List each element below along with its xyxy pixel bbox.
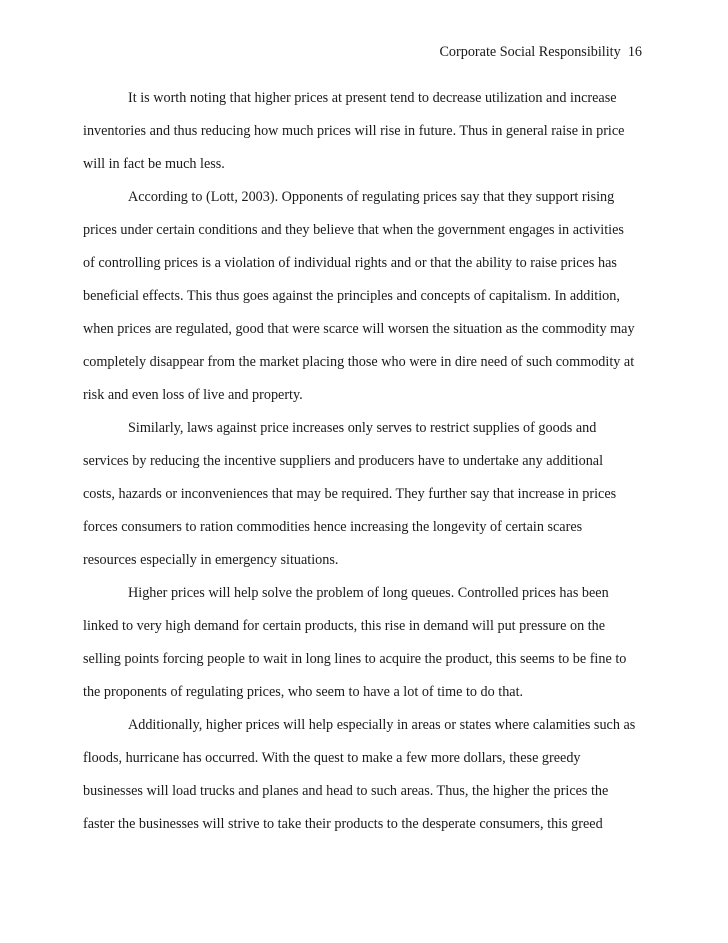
text-line: inventories and thus reducing how much prices will rise in future. Thus in general raise in price	[83, 123, 625, 139]
text-line: the proponents of regulating prices, who seem to have a lot of time to do that.	[83, 684, 524, 700]
text-line: faster the businesses will strive to take their products to the desperate consumers, this greed	[83, 816, 603, 832]
text-line: forces consumers to ration commodities hence increasing the longevity of certain scares	[83, 519, 583, 535]
text-line: Similarly, laws against price increases only serves to restrict supplies of goods and	[128, 420, 597, 436]
text-line: completely disappear from the market placing those who were in dire need of such commodity at	[83, 354, 635, 370]
text-line: selling points forcing people to wait in long lines to acquire the product, this seems to be fine to	[83, 651, 627, 667]
text-line: floods, hurricane has occurred. With the quest to make a few more dollars, these greedy	[83, 750, 581, 766]
text-line: Higher prices will help solve the problem of long queues. Controlled prices has been	[128, 585, 609, 601]
running-title: Corporate Social Responsibility	[439, 44, 621, 60]
text-line: will in fact be much less.	[83, 156, 225, 172]
text-line: businesses will load trucks and planes and head to such areas. Thus, the higher the prices the	[83, 783, 609, 799]
text-line: Additionally, higher prices will help especially in areas or states where calamities such as	[128, 717, 636, 733]
text-line: beneficial effects. This thus goes against the principles and concepts of capitalism. In addition,	[83, 288, 620, 304]
text-line: linked to very high demand for certain products, this rise in demand will put pressure on the	[83, 618, 606, 634]
text-line: of controlling prices is a violation of individual rights and or that the ability to raise prices has	[83, 255, 617, 271]
text-line: According to (Lott, 2003). Opponents of regulating prices say that they support rising	[128, 189, 615, 205]
text-line: costs, hazards or inconveniences that may be required. They further say that increase in prices	[83, 486, 617, 502]
text-line: services by reducing the incentive suppliers and producers have to undertake any additional	[83, 453, 604, 469]
running-head	[439, 43, 642, 61]
text-line: when prices are regulated, good that were scarce will worsen the situation as the commodity may	[83, 321, 635, 337]
page-number: 16	[627, 44, 642, 60]
text-line: risk and even loss of live and property.	[83, 387, 303, 403]
text-line: resources especially in emergency situations.	[83, 552, 339, 568]
text-line: prices under certain conditions and they believe that when the government engages in activities	[83, 222, 624, 238]
text-line: It is worth noting that higher prices at present tend to decrease utilization and increase	[128, 90, 617, 106]
